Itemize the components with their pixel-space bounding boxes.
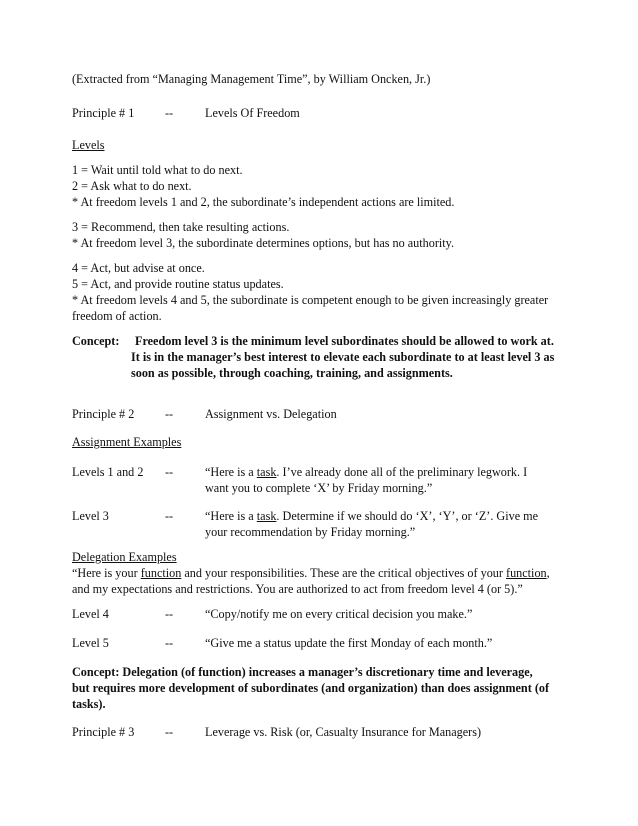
level-3-note: * At freedom level 3, the subordinate determines options, but has no authority. xyxy=(72,236,455,250)
function-underlined: function xyxy=(506,566,547,580)
level-2-text: 2 = Ask what to do next. xyxy=(72,179,192,193)
deleg-level-4-quote: “Copy/notify me on every critical decision you make.” xyxy=(205,607,473,621)
principle-1-separator: -- xyxy=(165,106,174,120)
assign-level-3-separator: -- xyxy=(165,509,174,523)
assign-level-3-label: Level 3 xyxy=(72,509,109,523)
level-5-text: 5 = Act, and provide routine status updates. xyxy=(72,277,284,291)
level-3-text: 3 = Recommend, then take resulting actions. xyxy=(72,220,290,234)
concept-1-line-2: It is in the manager’s best interest to elevate each subordinate to at least level 3 as xyxy=(131,350,555,364)
deleg-level-5-separator: -- xyxy=(165,636,174,650)
principle-2-title: Assignment vs. Delegation xyxy=(205,407,337,421)
concept-1-line-1: Freedom level 3 is the minimum level subordinates should be allowed to work at. xyxy=(135,334,554,348)
assign-levels-1-2-quote: “Here is a task. I’ve already done all of the preliminary legwork. I xyxy=(205,465,528,479)
assign-level-3-quote: “Here is a task. Determine if we should do ‘X’, ‘Y’, or ‘Z’. Give me xyxy=(205,509,539,523)
function-underlined: function xyxy=(140,566,182,580)
task-underlined: task xyxy=(256,509,277,523)
deleg-level-4-separator: -- xyxy=(165,607,174,621)
principle-1-title: Levels Of Freedom xyxy=(205,106,300,120)
source-citation: (Extracted from “Managing Management Time”, by William Oncken, Jr.) xyxy=(72,72,431,86)
deleg-level-5-quote: “Give me a status update the first Monday of each month.” xyxy=(205,636,493,650)
delegation-quote: “Here is your function and your responsibilities. These are the critical objectives of your function, xyxy=(72,566,550,580)
principle-1-label: Principle # 1 xyxy=(72,106,135,120)
level-1-text: 1 = Wait until told what to do next. xyxy=(72,163,243,177)
concept-2-line-1: Concept: Delegation (of function) increases a manager’s discretionary time and leverage, xyxy=(72,665,533,679)
principle-3-title: Leverage vs. Risk (or, Casualty Insurance for Managers) xyxy=(205,725,482,739)
concept-2-line-2: but requires more development of subordinates (and organization) than does assignment (of xyxy=(72,681,550,695)
principle-2-label: Principle # 2 xyxy=(72,407,135,421)
levels-1-2-note: * At freedom levels 1 and 2, the subordinate’s independent actions are limited. xyxy=(72,195,455,209)
deleg-level-4-label: Level 4 xyxy=(72,607,109,621)
levels-4-5-note: * At freedom levels 4 and 5, the subordinate is competent enough to be given increasingly greater xyxy=(72,293,549,307)
levels-4-5-note-cont: freedom of action. xyxy=(72,309,162,323)
principle-3-label: Principle # 3 xyxy=(72,725,135,739)
levels-heading: Levels xyxy=(72,138,105,152)
concept-1-line-3: soon as possible, through coaching, training, and assignments. xyxy=(131,366,453,380)
deleg-level-5-label: Level 5 xyxy=(72,636,109,650)
principle-2-separator: -- xyxy=(165,407,174,421)
assignment-examples-heading: Assignment Examples xyxy=(72,435,182,449)
concept-2-line-3: tasks). xyxy=(72,697,106,711)
assign-levels-1-2-label: Levels 1 and 2 xyxy=(72,465,144,479)
delegation-examples-heading: Delegation Examples xyxy=(72,550,177,564)
delegation-quote-cont: and my expectations and restrictions. You are authorized to act from freedom level 4 (or 5).” xyxy=(72,582,523,596)
assign-levels-1-2-quote-cont: want you to complete ‘X’ by Friday morning.” xyxy=(205,481,433,495)
level-4-text: 4 = Act, but advise at once. xyxy=(72,261,205,275)
concept-1-label: Concept: xyxy=(72,334,120,348)
assign-level-3-quote-cont: your recommendation by Friday morning.” xyxy=(205,525,416,539)
principle-3-separator: -- xyxy=(165,725,174,739)
assign-levels-1-2-separator: -- xyxy=(165,465,174,479)
task-underlined: task xyxy=(256,465,277,479)
